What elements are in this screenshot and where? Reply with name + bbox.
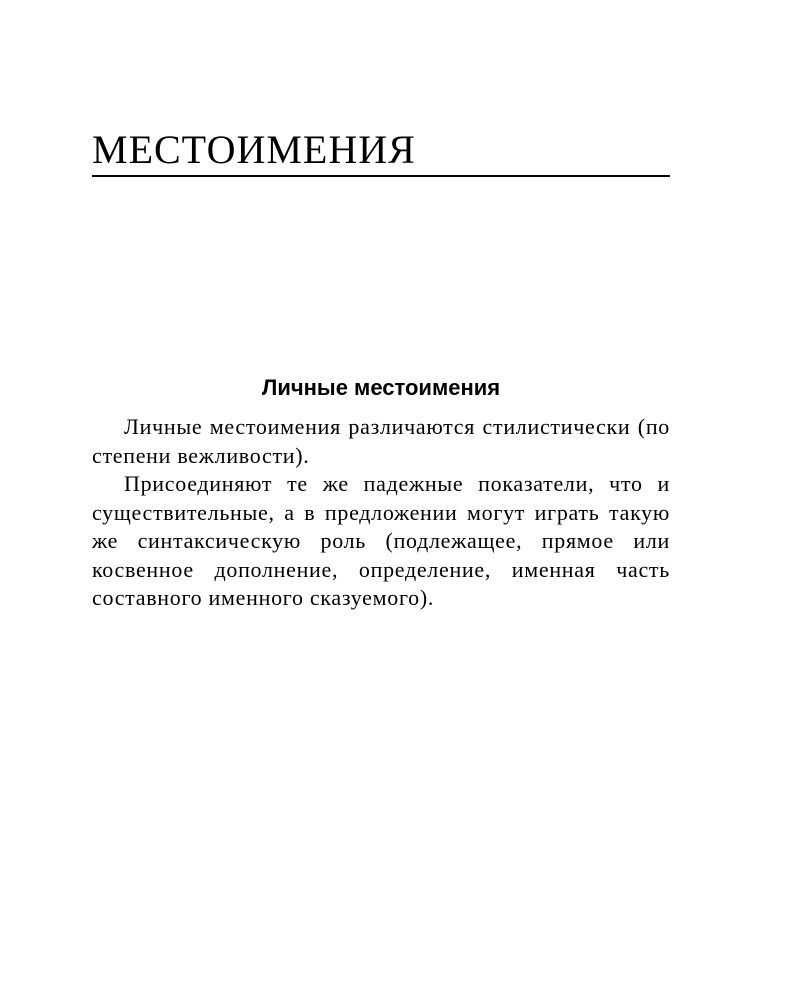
chapter-title: МЕСТОИМЕНИЯ (92, 127, 416, 172)
chapter-title-rule (92, 175, 670, 177)
section-heading: Личные местоимения (261, 375, 501, 400)
paragraph-2: Присоединяют те же падежные показатели, что и существительные, а в предложении могут играть такую же синтаксическую роль (подлежащее, прямое или косвенное дополнение, определение, именная часть составного именного сказуемого). (92, 471, 670, 610)
section-body (92, 413, 670, 613)
paragraph-1: Личные местоимения различаются стилистически (по степени вежливости). (92, 414, 670, 468)
